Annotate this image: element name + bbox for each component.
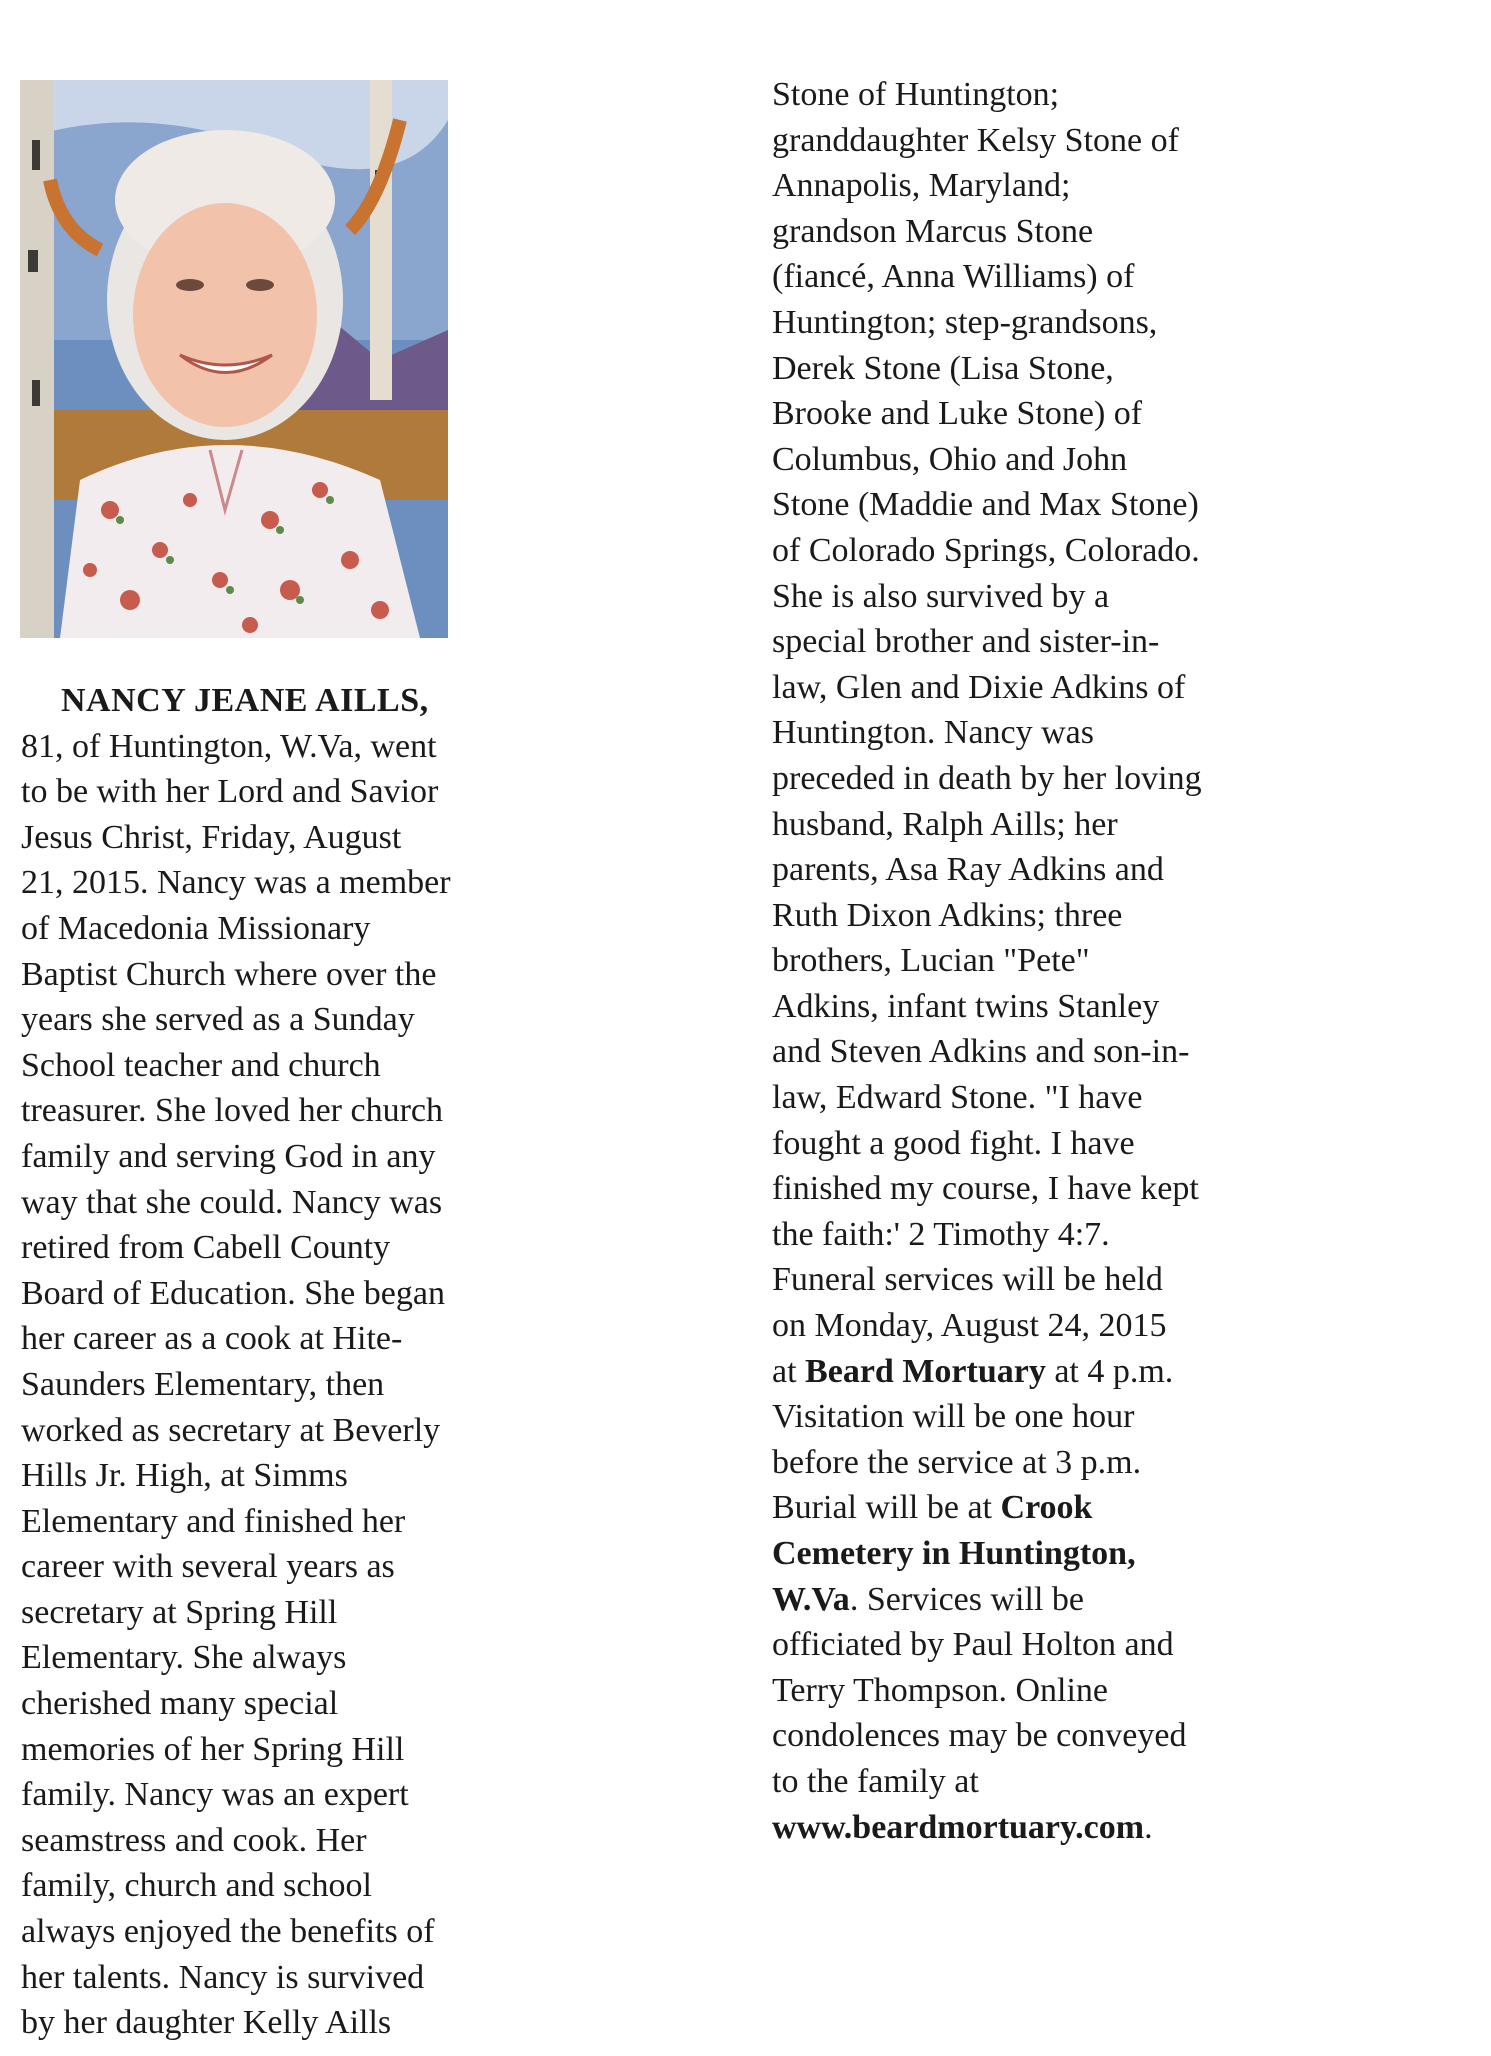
text-line: Elementary and finished her [21, 1502, 406, 1540]
obituary-heading: NANCY JEANE AILLS, [61, 682, 429, 719]
text-line: fought a good fight. I have [772, 1124, 1135, 1162]
text-line: career with several years as [21, 1548, 395, 1586]
text-line: Huntington; step-grandsons, [772, 303, 1158, 341]
text-line [772, 1531, 1292, 1577]
text-line: granddaughter Kelsy Stone of [772, 121, 1179, 159]
text-line: Stone (Maddie and Max Stone) [772, 486, 1199, 524]
text-line: the faith:' 2 Timothy 4:7. [772, 1215, 1110, 1253]
mortuary-name: Beard Mortuary [805, 1352, 1046, 1390]
text-line: of Macedonia Missionary [21, 909, 371, 947]
text-fragment: Burial will be at [772, 1489, 1001, 1527]
text-fragment: . [1144, 1808, 1153, 1846]
text-line: grandson Marcus Stone [772, 212, 1094, 250]
text-line: Funeral services will be held [772, 1261, 1163, 1299]
text-line: treasurer. She loved her church [21, 1092, 443, 1130]
text-line: memories of her Spring Hill [21, 1730, 405, 1768]
text-fragment: . Services will be [849, 1580, 1084, 1618]
text-line: of Colorado Springs, Colorado. [772, 531, 1200, 569]
text-line: (fiancé, Anna Williams) of [772, 258, 1135, 296]
portrait-photo [20, 80, 448, 638]
text-line: Saunders Elementary, then [21, 1365, 385, 1403]
text-line: Ruth Dixon Adkins; three [772, 896, 1123, 934]
text-line: Jesus Christ, Friday, August [21, 818, 402, 856]
text-line: finished my course, I have kept [772, 1170, 1199, 1208]
portrait-photo-icon [20, 80, 448, 638]
text-line: School teacher and church [21, 1046, 381, 1084]
text-line: to be with her Lord and Savior [21, 773, 439, 811]
text-line: cherished many special [21, 1685, 339, 1723]
text-line: officiated by Paul Holton and [772, 1626, 1174, 1664]
website-link[interactable]: www.beardmortuary.com [772, 1808, 1145, 1846]
text-line: law, Glen and Dixie Adkins of [772, 668, 1186, 706]
text-line [772, 1349, 1292, 1395]
text-line: her talents. Nancy is survived [21, 1958, 425, 1996]
text-line: Brooke and Luke Stone) of [772, 395, 1143, 433]
text-line: to the family at [772, 1762, 979, 1800]
text-fragment: at 4 p.m. [1045, 1352, 1174, 1390]
text-line: years she served as a Sunday [21, 1001, 415, 1039]
text-line: and Steven Adkins and son-in- [772, 1033, 1190, 1071]
text-line: Elementary. She always [21, 1639, 347, 1677]
text-line: She is also survived by a [772, 577, 1110, 615]
text-line: husband, Ralph Aills; her [772, 805, 1118, 843]
text-line: way that she could. Nancy was [21, 1183, 443, 1221]
text-line: Annapolis, Maryland; [772, 167, 1071, 205]
text-line: retired from Cabell County [21, 1229, 391, 1267]
text-line: secretary at Spring Hill [21, 1593, 338, 1631]
text-line: family and serving God in any [21, 1137, 436, 1175]
text-line: worked as secretary at Beverly [21, 1411, 441, 1449]
cemetery-state: W.Va [772, 1580, 850, 1618]
text-line: Baptist Church where over the [21, 955, 437, 993]
text-line: Hills Jr. High, at Simms [21, 1457, 348, 1495]
text-line: Stone of Huntington; [772, 76, 1060, 113]
obituary-column-right [772, 72, 1292, 1850]
cemetery-name: Cemetery in Huntington, [772, 1535, 1136, 1572]
text-line: Derek Stone (Lisa Stone, [772, 349, 1114, 387]
text-line: her career as a cook at Hite- [21, 1320, 403, 1358]
text-line [772, 1485, 1292, 1531]
text-line: condolences may be conveyed [772, 1717, 1187, 1755]
text-line: 21, 2015. Nancy was a member [21, 864, 451, 902]
text-line: 81, of Huntington, W.Va, went [21, 727, 437, 765]
text-line: special brother and sister-in- [772, 623, 1160, 661]
text-line: law, Edward Stone. "I have [772, 1079, 1143, 1117]
text-line: always enjoyed the benefits of [21, 1913, 435, 1951]
text-line: before the service at 3 p.m. [772, 1443, 1142, 1481]
text-line: preceded in death by her loving [772, 759, 1202, 797]
text-line: Terry Thompson. Online [772, 1671, 1108, 1709]
text-line: Visitation will be one hour [772, 1398, 1135, 1436]
text-line: on Monday, August 24, 2015 [772, 1307, 1167, 1345]
obituary-column-left [21, 678, 521, 2046]
text-line: parents, Asa Ray Adkins and [772, 851, 1164, 889]
cemetery-name: Crook [1000, 1489, 1093, 1527]
text-line: Columbus, Ohio and John [772, 440, 1128, 478]
text-line: family, church and school [21, 1867, 372, 1905]
text-fragment: at [772, 1352, 806, 1390]
text-line: by her daughter Kelly Aills [21, 2004, 392, 2042]
text-line: Huntington. Nancy was [772, 714, 1095, 752]
text-line: seamstress and cook. Her [21, 1821, 367, 1859]
text-line: Board of Education. She began [21, 1274, 445, 1312]
text-line: brothers, Lucian "Pete" [772, 942, 1090, 980]
text-line: Adkins, infant twins Stanley [772, 987, 1160, 1025]
text-line [772, 1577, 1292, 1623]
text-line [772, 1805, 1292, 1851]
text-line: family. Nancy was an expert [21, 1776, 409, 1814]
